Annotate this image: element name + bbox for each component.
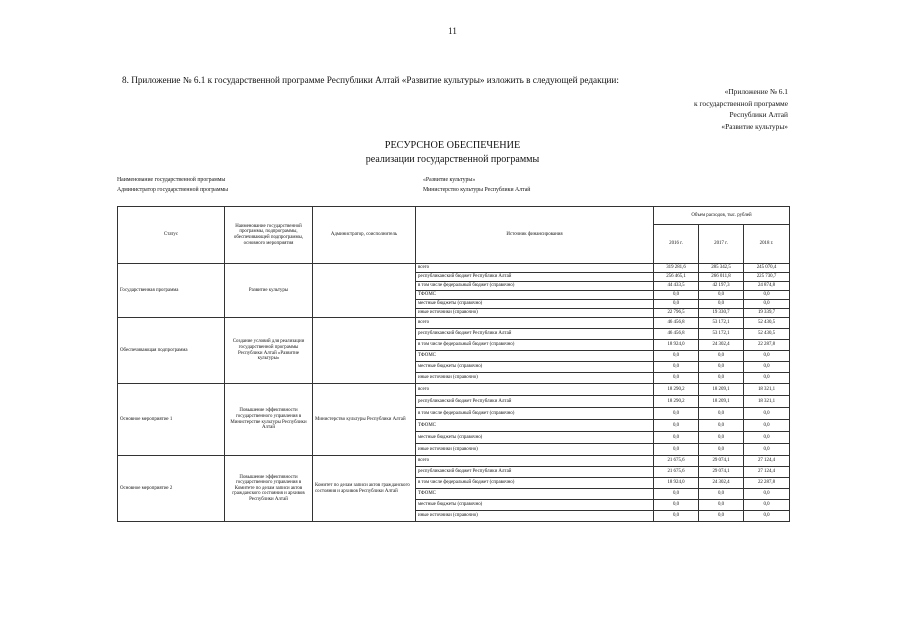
value-cell: 24 302,4 bbox=[699, 340, 744, 351]
source-cell: всего bbox=[416, 456, 654, 467]
source-cell: иные источники (справочно) bbox=[416, 373, 654, 384]
value-cell: 0,0 bbox=[744, 300, 790, 309]
source-cell: всего bbox=[416, 318, 654, 329]
value-cell: 0,0 bbox=[744, 489, 790, 500]
header-year: 2016 г. bbox=[654, 225, 699, 264]
table-row bbox=[118, 318, 790, 329]
row-name: Развитие культуры bbox=[225, 264, 313, 318]
value-cell: 0,0 bbox=[654, 444, 699, 456]
header-admin: Администратор, соисполнитель bbox=[313, 207, 416, 264]
value-cell: 0,0 bbox=[654, 373, 699, 384]
row-name: Создание условий для реализации государственной программы Республики Алтай «Развитие культуры» bbox=[225, 318, 313, 384]
row-admin: Министерство культуры Республики Алтай bbox=[313, 384, 416, 456]
value-cell: 319 281,6 bbox=[654, 264, 699, 273]
value-cell: 53 172,1 bbox=[699, 329, 744, 340]
row-admin bbox=[313, 318, 416, 384]
value-cell: 29 074,1 bbox=[699, 456, 744, 467]
program-admin-label: Администратор государственной программы bbox=[117, 187, 229, 193]
program-name-value: «Развитие культуры» bbox=[423, 177, 476, 183]
source-cell: ТФОМС bbox=[416, 420, 654, 432]
value-cell: 225 730,7 bbox=[744, 273, 790, 282]
value-cell: 18 290,2 bbox=[654, 396, 699, 408]
value-cell: 0,0 bbox=[744, 500, 790, 511]
appendix-line: «Приложение № 6.1 bbox=[724, 87, 788, 96]
source-cell: всего bbox=[416, 384, 654, 396]
value-cell: 0,0 bbox=[699, 432, 744, 444]
source-cell: ТФОМС bbox=[416, 489, 654, 500]
value-cell: 0,0 bbox=[744, 408, 790, 420]
value-cell: 0,0 bbox=[654, 300, 699, 309]
value-cell: 0,0 bbox=[744, 432, 790, 444]
value-cell: 0,0 bbox=[699, 500, 744, 511]
value-cell: 18 290,2 bbox=[654, 384, 699, 396]
header-name: Наименование государственной программы, подпрограммы, обеспечивающей подпрограммы, основного мероприятия bbox=[225, 207, 313, 264]
value-cell: 0,0 bbox=[654, 489, 699, 500]
row-admin bbox=[313, 264, 416, 318]
header-year: 2017 г. bbox=[699, 225, 744, 264]
header-source: Источник финансирования bbox=[416, 207, 654, 264]
value-cell: 18 924,0 bbox=[654, 478, 699, 489]
value-cell: 266 011,8 bbox=[699, 273, 744, 282]
value-cell: 22 796,5 bbox=[654, 309, 699, 318]
value-cell: 0,0 bbox=[744, 420, 790, 432]
value-cell: 19 330,7 bbox=[699, 309, 744, 318]
value-cell: 0,0 bbox=[699, 420, 744, 432]
value-cell: 42 197,3 bbox=[699, 282, 744, 291]
source-cell: местные бюджеты (справочно) bbox=[416, 362, 654, 373]
source-cell: местные бюджеты (справочно) bbox=[416, 432, 654, 444]
row-status: Основное мероприятие 2 bbox=[118, 456, 225, 522]
value-cell: 18 209,1 bbox=[699, 384, 744, 396]
value-cell: 0,0 bbox=[654, 511, 699, 522]
source-cell: местные бюджеты (справочно) bbox=[416, 500, 654, 511]
source-cell: местные бюджеты (справочно) bbox=[416, 300, 654, 309]
row-admin: Комитет по делам записи актов гражданского состояния и архивов Республики Алтай bbox=[313, 456, 416, 522]
source-cell: иные источники (справочно) bbox=[416, 444, 654, 456]
value-cell: 0,0 bbox=[699, 300, 744, 309]
row-status: Основное мероприятие 1 bbox=[118, 384, 225, 456]
source-cell: иные источники (справочно) bbox=[416, 309, 654, 318]
source-cell: республиканский бюджет Республики Алтай bbox=[416, 396, 654, 408]
value-cell: 256 465,1 bbox=[654, 273, 699, 282]
appendix-line: «Развитие культуры» bbox=[721, 121, 788, 131]
value-cell: 285 342,5 bbox=[699, 264, 744, 273]
value-cell: 0,0 bbox=[744, 444, 790, 456]
value-cell: 52 430,5 bbox=[744, 318, 790, 329]
source-cell: в том числе федеральный бюджет (справочно) bbox=[416, 408, 654, 420]
value-cell: 22 287,8 bbox=[744, 478, 790, 489]
value-cell: 46 456,8 bbox=[654, 329, 699, 340]
value-cell: 19 339,7 bbox=[744, 309, 790, 318]
document-subtitle: реализации государственной программы bbox=[365, 154, 540, 165]
table-row bbox=[118, 384, 790, 396]
value-cell: 0,0 bbox=[699, 408, 744, 420]
value-cell: 0,0 bbox=[744, 511, 790, 522]
value-cell: 44 433,5 bbox=[654, 282, 699, 291]
header-status: Статус bbox=[118, 207, 225, 264]
table-row bbox=[118, 264, 790, 273]
value-cell: 0,0 bbox=[744, 373, 790, 384]
value-cell: 0,0 bbox=[654, 362, 699, 373]
document-title: РЕСУРСНОЕ ОБЕСПЕЧЕНИЕ bbox=[384, 140, 521, 151]
value-cell: 0,0 bbox=[699, 444, 744, 456]
appendix-line: Республики Алтай bbox=[729, 110, 788, 119]
intro-paragraph: 8. Приложение № 6.1 к государственной программе Республики Алтай «Развитие культуры» изложить в следующей редакции: bbox=[122, 75, 619, 85]
value-cell: 46 456,8 bbox=[654, 318, 699, 329]
source-cell: ТФОМС bbox=[416, 351, 654, 362]
row-name: Повышение эффективности государственного управления в Комитете по делам записи актов гражданского состояния и архивов Республики Алтай bbox=[225, 456, 313, 522]
appendix-reference bbox=[528, 86, 788, 132]
value-cell: 0,0 bbox=[699, 489, 744, 500]
value-cell: 0,0 bbox=[654, 500, 699, 511]
header-volume: Объем расходов, тыс. рублей bbox=[654, 207, 790, 225]
appendix-line: к государственной программе bbox=[694, 98, 788, 108]
row-status: Государственная программа bbox=[118, 264, 225, 318]
value-cell: 52 430,5 bbox=[744, 329, 790, 340]
program-name-label: Наименование государственной программы bbox=[117, 177, 226, 183]
source-cell: республиканский бюджет Республики Алтай bbox=[416, 273, 654, 282]
value-cell: 18 209,1 bbox=[699, 396, 744, 408]
source-cell: иные источники (справочно) bbox=[416, 511, 654, 522]
value-cell: 18 321,1 bbox=[744, 396, 790, 408]
value-cell: 21 675,6 bbox=[654, 456, 699, 467]
value-cell: 0,0 bbox=[654, 420, 699, 432]
value-cell: 0,0 bbox=[654, 351, 699, 362]
header-year: 2018 г. bbox=[744, 225, 790, 264]
value-cell: 245 070,4 bbox=[744, 264, 790, 273]
source-cell: всего bbox=[416, 264, 654, 273]
value-cell: 22 287,8 bbox=[744, 340, 790, 351]
value-cell: 24 874,8 bbox=[744, 282, 790, 291]
row-name: Повышение эффективности государственного управления в Министерстве культуры Республики Алтай bbox=[225, 384, 313, 456]
source-cell: ТФОМС bbox=[416, 291, 654, 300]
source-cell: в том числе федеральный бюджет (справочно) bbox=[416, 478, 654, 489]
value-cell: 18 321,1 bbox=[744, 384, 790, 396]
source-cell: в том числе федеральный бюджет (справочно) bbox=[416, 282, 654, 291]
value-cell: 21 675,6 bbox=[654, 467, 699, 478]
value-cell: 27 124,4 bbox=[744, 456, 790, 467]
value-cell: 0,0 bbox=[654, 432, 699, 444]
value-cell: 0,0 bbox=[654, 408, 699, 420]
value-cell: 0,0 bbox=[699, 373, 744, 384]
table-row bbox=[118, 456, 790, 467]
value-cell: 0,0 bbox=[699, 351, 744, 362]
row-status: Обеспечивающая подпрограмма bbox=[118, 318, 225, 384]
program-admin-value: Министерство культуры Республики Алтай bbox=[423, 187, 531, 193]
source-cell: в том числе федеральный бюджет (справочно) bbox=[416, 340, 654, 351]
resource-table bbox=[117, 206, 790, 522]
value-cell: 0,0 bbox=[699, 362, 744, 373]
value-cell: 0,0 bbox=[744, 362, 790, 373]
page-number: 11 bbox=[448, 26, 457, 36]
value-cell: 0,0 bbox=[699, 511, 744, 522]
value-cell: 27 124,4 bbox=[744, 467, 790, 478]
value-cell: 0,0 bbox=[654, 291, 699, 300]
source-cell: республиканский бюджет Республики Алтай bbox=[416, 467, 654, 478]
value-cell: 0,0 bbox=[744, 291, 790, 300]
value-cell: 0,0 bbox=[744, 351, 790, 362]
value-cell: 0,0 bbox=[699, 291, 744, 300]
value-cell: 53 172,1 bbox=[699, 318, 744, 329]
source-cell: республиканский бюджет Республики Алтай bbox=[416, 329, 654, 340]
value-cell: 29 074,1 bbox=[699, 467, 744, 478]
value-cell: 24 302,4 bbox=[699, 478, 744, 489]
value-cell: 18 924,0 bbox=[654, 340, 699, 351]
